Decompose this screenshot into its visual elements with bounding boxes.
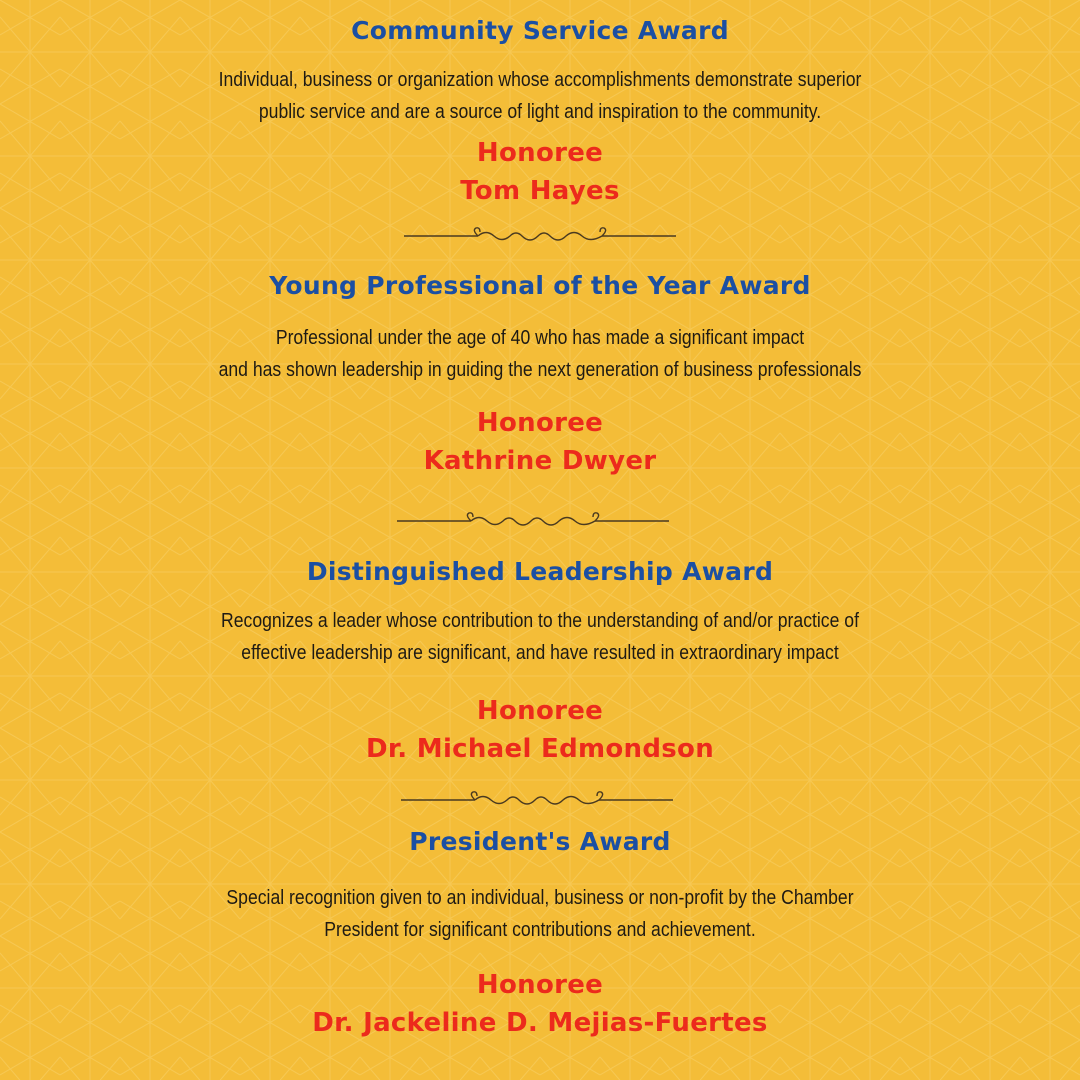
ornamental-divider — [0, 790, 1080, 810]
description-line: Recognizes a leader whose contribution to the understanding of and/or practice of — [221, 610, 859, 632]
honoree-name-michael-edmondson: Dr. Michael Edmondson — [365, 734, 715, 764]
description-line: Individual, business or organization whose accomplishments demonstrate superior — [218, 69, 862, 91]
award-title-presidents: President's Award — [409, 827, 671, 856]
honoree-label: Honoree — [476, 970, 604, 1000]
honoree-label: Honoree — [476, 408, 604, 438]
description-line: and has shown leadership in guiding the next generation of business professionals — [218, 359, 862, 381]
honoree-name-kathrine-dwyer: Kathrine Dwyer — [423, 446, 657, 476]
award-title-distinguished-leadership: Distinguished Leadership Award — [306, 557, 774, 586]
honoree-label: Honoree — [476, 138, 604, 168]
ornamental-divider — [0, 226, 1080, 246]
description-line: effective leadership are significant, and have resulted in extraordinary impact — [241, 642, 839, 664]
description-line: Special recognition given to an individual, business or non-profit by the Chamber — [226, 887, 854, 909]
honoree-name-jackeline-mejias-fuertes: Dr. Jackeline D. Mejias-Fuertes — [312, 1008, 768, 1038]
award-title-community-service: Community Service Award — [351, 16, 729, 45]
award-title-young-professional: Young Professional of the Year Award — [269, 271, 811, 300]
ornamental-divider — [0, 511, 1080, 531]
award-description-young-professional — [65, 322, 1015, 386]
award-description-distinguished-leadership — [65, 605, 1015, 669]
honoree-label: Honoree — [476, 696, 604, 726]
award-description-community-service — [65, 64, 1015, 128]
description-line: public service and are a source of light and inspiration to the community. — [258, 101, 822, 123]
description-line: Professional under the age of 40 who has made a significant impact — [275, 327, 805, 349]
description-line: President for significant contributions and achievement. — [324, 919, 756, 941]
honoree-name-tom-hayes: Tom Hayes — [460, 176, 620, 206]
award-description-presidents — [65, 882, 1015, 946]
